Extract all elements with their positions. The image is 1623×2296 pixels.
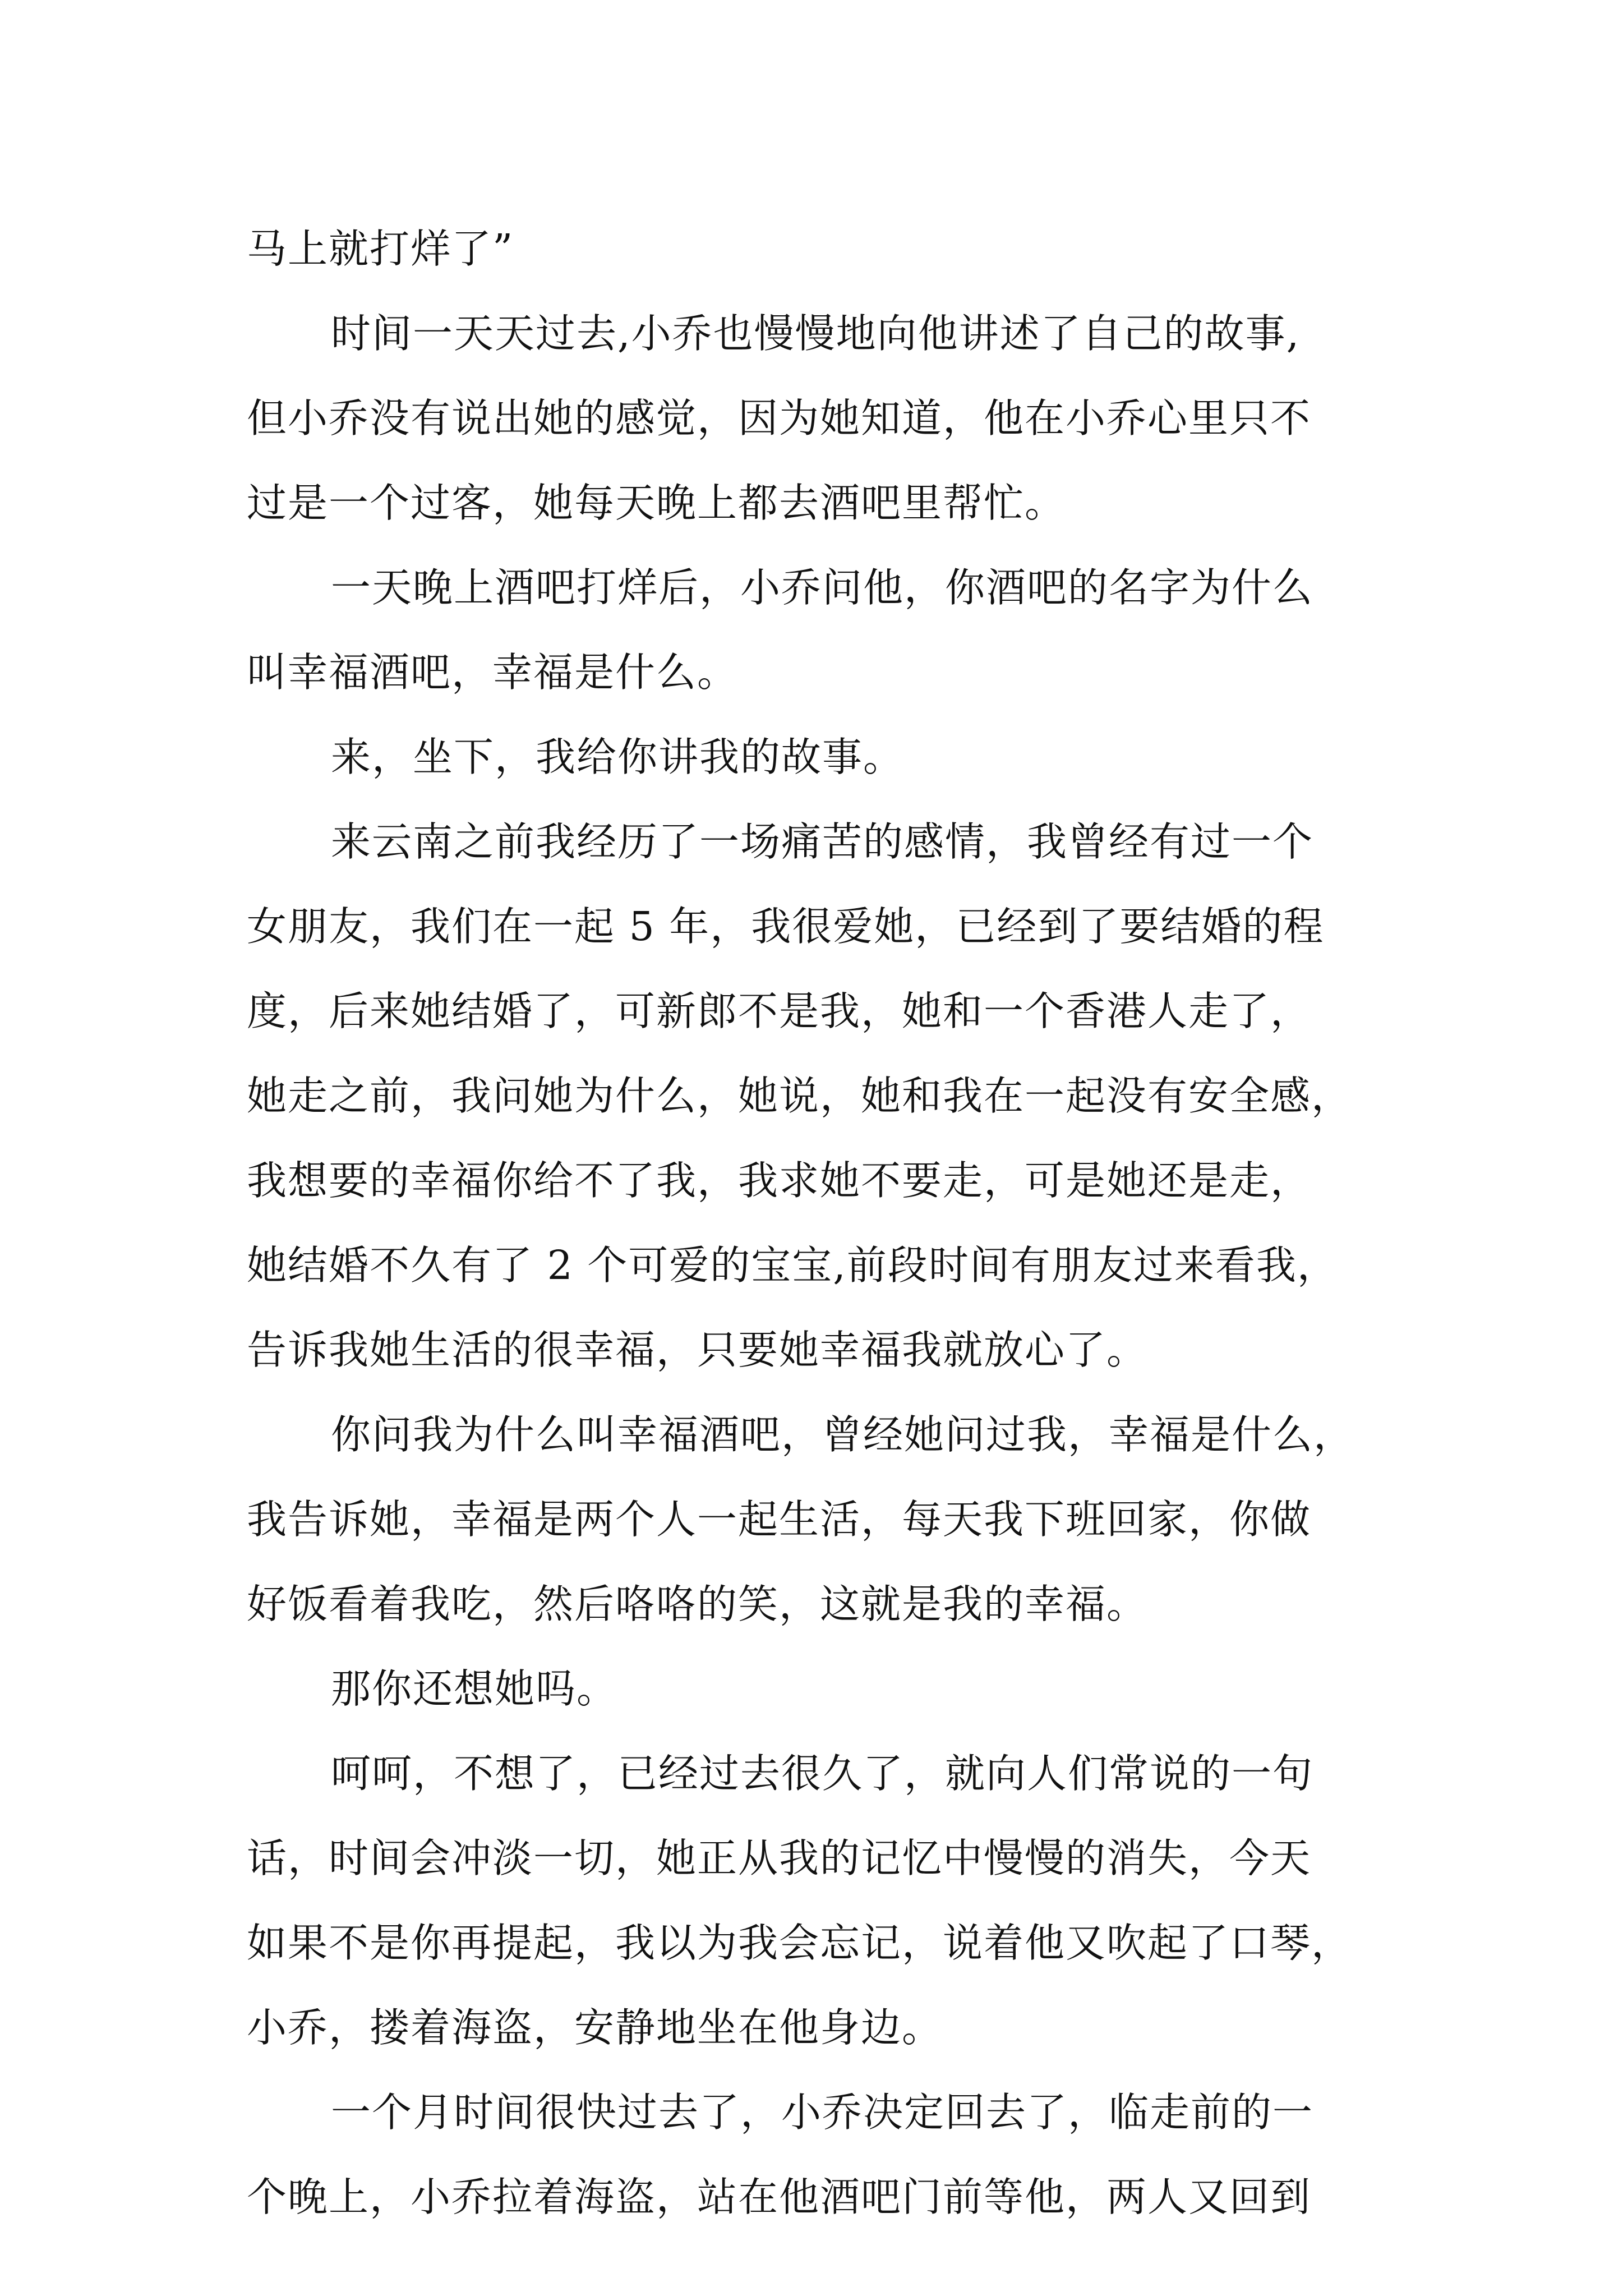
text-line: 我想要的幸福你给不了我，我求她不要走，可是她还是走， bbox=[247, 1157, 1312, 1204]
text-line: 如果不是你再提起，我以为我会忘记，说着他又吹起了口琴， bbox=[247, 1920, 1353, 1966]
paragraph-start-line: 你问我为什么叫幸福酒吧，曾经她问过我，幸福是什么， bbox=[331, 1411, 1355, 1458]
paragraph-start-line: 呵呵，不想了，已经过去很久了，就向人们常说的一句 bbox=[331, 1750, 1314, 1797]
text-line: 度，后来她结婚了，可新郎不是我，她和一个香港人走了， bbox=[247, 988, 1312, 1034]
paragraph-start-line: 一天晚上酒吧打烊后，小乔问他，你酒吧的名字为什么 bbox=[331, 564, 1314, 611]
text-line: 她走之前，我问她为什么，她说，她和我在一起没有安全感， bbox=[247, 1073, 1353, 1119]
paragraph-start-line: 来，坐下，我给你讲我的故事。 bbox=[331, 734, 905, 780]
text-line: 告诉我她生活的很幸福，只要她幸福我就放心了。 bbox=[247, 1327, 1148, 1373]
text-line: 女朋友，我们在一起 5 年，我很爱她，已经到了要结婚的程 bbox=[247, 903, 1325, 950]
paragraph-start-line: 一个月时间很快过去了，小乔决定回去了，临走前的一 bbox=[331, 2089, 1314, 2136]
paragraph-start-line: 来云南之前我经历了一场痛苦的感情，我曾经有过一个 bbox=[331, 818, 1314, 865]
text-line: 马上就打烊了” bbox=[247, 226, 514, 272]
text-line: 小乔，搂着海盗，安静地坐在他身边。 bbox=[247, 2004, 943, 2051]
text-line: 过是一个过客，她每天晚上都去酒吧里帮忙。 bbox=[247, 480, 1066, 526]
text-line: 叫幸福酒吧，幸福是什么。 bbox=[247, 649, 739, 696]
text-line: 但小乔没有说出她的感觉，因为她知道，他在小乔心里只不 bbox=[247, 395, 1312, 441]
text-line: 话，时间会冲淡一切，她正从我的记忆中慢慢的消失，今天 bbox=[247, 1835, 1312, 1881]
text-line: 我告诉她，幸福是两个人一起生活，每天我下班回家，你做 bbox=[247, 1496, 1312, 1543]
story-text bbox=[247, 206, 1391, 2239]
text-line: 好饭看着我吃，然后咯咯的笑，这就是我的幸福。 bbox=[247, 1581, 1148, 1627]
text-line: 个晚上，小乔拉着海盗，站在他酒吧门前等他，两人又回到 bbox=[247, 2174, 1312, 2220]
paragraph-start-line: 那你还想她吗。 bbox=[331, 1665, 618, 1712]
paragraph-start-line: 时间一天天过去,小乔也慢慢地向他讲述了自己的故事, bbox=[331, 310, 1301, 357]
text-line: 她结婚不久有了 2 个可爱的宝宝,前段时间有朋友过来看我， bbox=[247, 1242, 1338, 1289]
